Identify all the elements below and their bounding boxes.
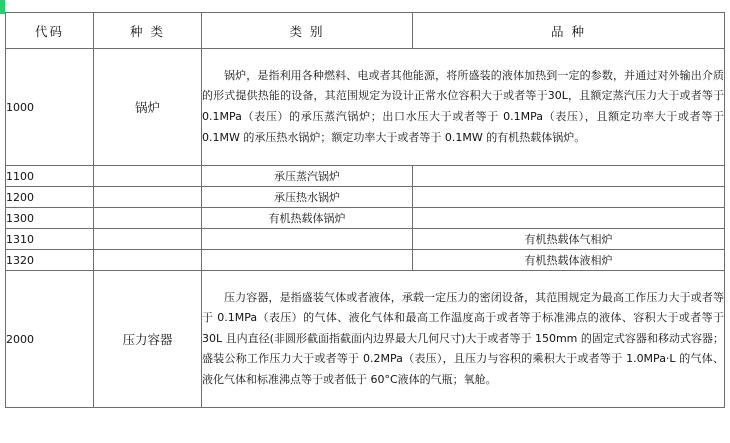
row-code: 1310 [6, 229, 94, 250]
pressure-vessel-kind: 压力容器 [94, 271, 202, 408]
header-kind: 种 类 [94, 13, 202, 49]
header-row [6, 13, 725, 49]
equipment-catalog-table [5, 12, 725, 408]
header-code: 代码 [6, 13, 94, 49]
row-code: 1300 [6, 208, 94, 229]
row-category: 承压热水锅炉 [202, 187, 413, 208]
row-variety [413, 187, 725, 208]
header-category: 类 别 [202, 13, 413, 49]
boiler-kind: 锅炉 [94, 49, 202, 166]
row-kind-empty [94, 250, 202, 271]
table-row [6, 166, 725, 187]
row-kind-empty [94, 166, 202, 187]
row-category: 承压蒸汽锅炉 [202, 166, 413, 187]
row-code: 1100 [6, 166, 94, 187]
row-kind-empty [94, 208, 202, 229]
row-code: 1320 [6, 250, 94, 271]
pressure-vessel-row [6, 271, 725, 408]
boiler-description-text: 锅炉，是指利用各种燃料、电或者其他能源，将所盛装的液体加热到一定的参数，并通过对外输出介质的形式提供热能的设备，其范围规定为设计正常水位容积大于或者等于30L，且额定蒸汽压力大于或者等于 0.1MPa（表压）的承压蒸汽锅炉；出口水压大于或者等于 0.1MPa（表压），且额定功率大于或者等于 0.1MW 的承压热水锅炉；额定功率大于或者等于 0.1MW 的有机热载体锅炉。 [202, 68, 724, 144]
row-category: 有机热载体锅炉 [202, 208, 413, 229]
row-variety: 有机热载体液相炉 [413, 250, 725, 271]
row-code: 1200 [6, 187, 94, 208]
header-variety: 品 种 [413, 13, 725, 49]
table-row [6, 229, 725, 250]
boiler-row [6, 49, 725, 166]
pressure-vessel-description [202, 271, 725, 408]
boiler-description [202, 49, 725, 166]
pressure-vessel-code: 2000 [6, 271, 94, 408]
row-category [202, 250, 413, 271]
row-kind-empty [94, 229, 202, 250]
table-row [6, 208, 725, 229]
row-variety [413, 166, 725, 187]
row-variety: 有机热载体气相炉 [413, 229, 725, 250]
row-category [202, 229, 413, 250]
row-kind-empty [94, 187, 202, 208]
table-row [6, 250, 725, 271]
table-row [6, 187, 725, 208]
boiler-code: 1000 [6, 49, 94, 166]
row-variety [413, 208, 725, 229]
pressure-vessel-description-text: 压力容器，是指盛装气体或者液体，承载一定压力的密闭设备，其范围规定为最高工作压力大于或者等于 0.1MPa（表压）的气体、液化气体和最高工作温度高于或者等于标准沸点的液体、容积大于或者等于 30L 且内直径(非圆形截面指截面内边界最大几何尺寸)大于或者等于 150mm 的固定式容器和移动式容器；盛装公称工作压力大于或者等于 0.2MPa（表压），且压力与容积的乘积大于或者等于 1.0MPa·L 的气体、液化气体和标准沸点等于或者低于 60°C液体的气瓶；氧舱。 [202, 290, 724, 386]
